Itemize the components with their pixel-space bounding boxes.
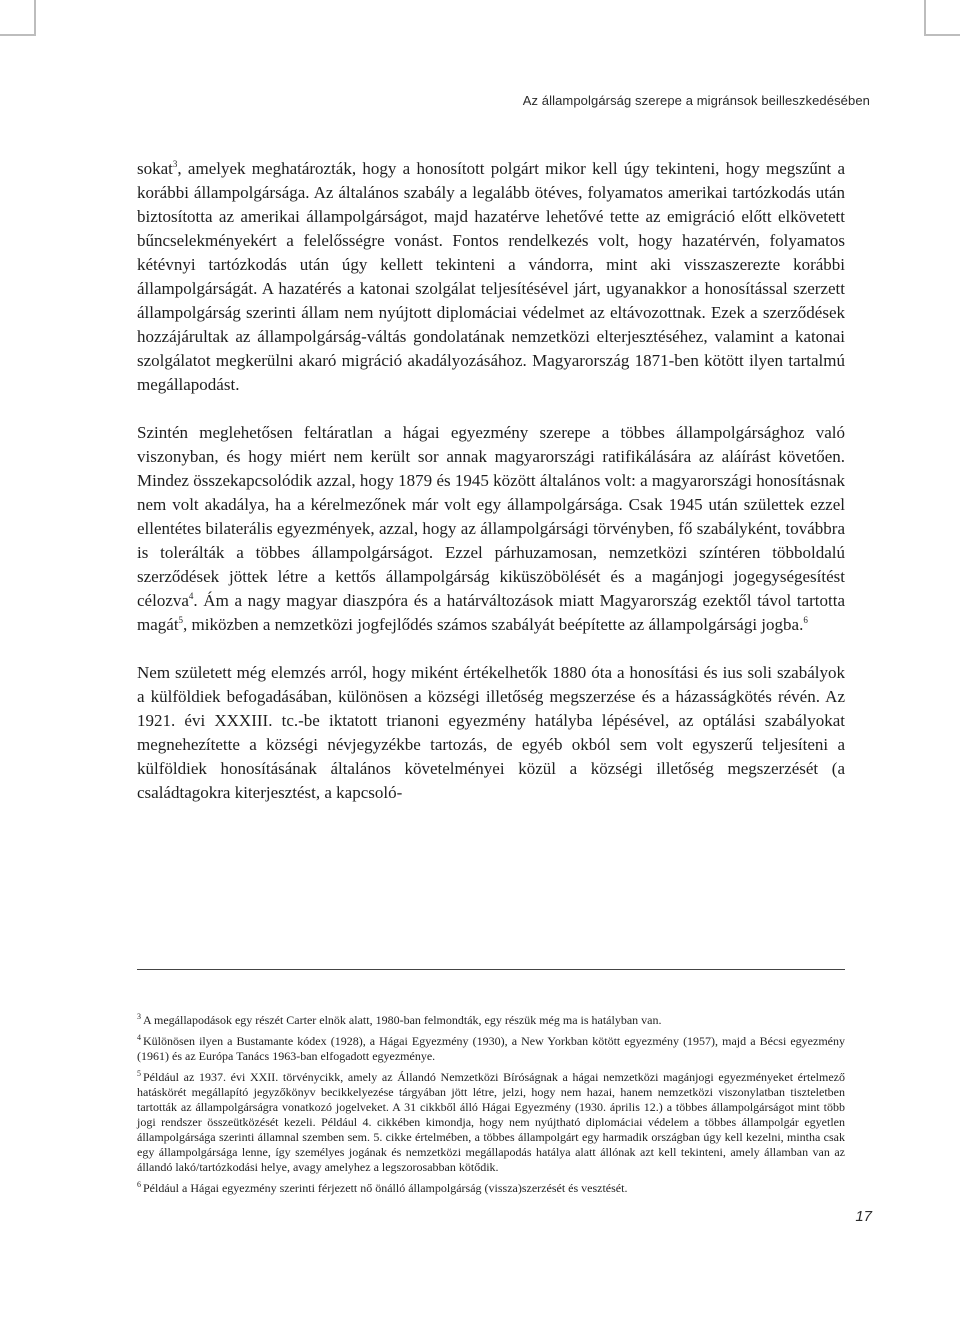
body-text xyxy=(137,157,845,829)
running-head: Az állampolgárság szerepe a migránsok beilleszkedésében xyxy=(522,93,870,108)
footnote-ref-6[interactable]: 6 xyxy=(803,615,808,625)
footnote-5 xyxy=(137,1070,845,1175)
crop-mark-top-left xyxy=(34,0,36,36)
page-number: 17 xyxy=(855,1208,872,1225)
footnote-text: Különösen ilyen a Bustamante kódex (1928), a Hágai Egyezmény (1930), a New Yorkban kötött egyezmény (1957), majd a Bécsi egyezmény (1961) és az Európa Tanács 1963-ban elfogadott egyezménye. xyxy=(137,1034,845,1063)
footnotes xyxy=(137,1013,845,1202)
crop-mark-top-right-h xyxy=(924,34,960,36)
paragraph-2-text-a: Szintén meglehetősen feltáratlan a hágai egyezmény szerepe a többes állampolgársághoz való viszonyban, és hogy miért nem került sor annak magyarországi ratifikálására az aláírást követően. Mindez összekapcsolódik azzal, hogy 1879 és 1945 között általános volt: a magyarországi honosításnak nem volt akadálya, ha a kérelmezőnek már volt egy állampolgársága. Csak 1945 után születtek ezzel ellentétes bilaterális egyezmények, azzal, hogy az állampolgársági törvényben, fő szabályként, továbbra is tolerálták a többes állampolgárságot. Ezzel párhuzamosan, nemzetközi színtéren többoldalú szerződések jöttek létre a kettős állampolgárság kiküszöbölését és a magánjogi jogegységesítést célozva xyxy=(137,423,845,610)
footnote-number: 4 xyxy=(137,1033,141,1042)
footnote-text: Például az 1937. évi XXII. törvénycikk, amely az Állandó Nemzetközi Bíróságnak a hágai nemzetközi magánjogi egyezményeket értelmező hatáskörét megállapító jegyzőkönyv becikkelyezése tárgyában jött létre, jelzi, hogy nem hazai, hanem nemzetközi viszonylatban tiszteletben tartották az állampolgárságra vonatkozó jogelveket. A 31 cikkből álló Hágai Egyezmény (1930. április 12.) a többes állampolgárságot mint több jogi rendszer összeütközését kezeli. Például 4. cikkében kimondja, hogy nem nyújtható diplomáciai védelem a többes állampolgár egyetlen állampolgársága szerinti államnal szemben sem. 5. cikke értelmében, a többes állampolgárt egy harmadik országban úgy kell kezelni, mintha csak egy állampolgársága lenne, így személyes jogának és nemzetközi megállapodás hatálya alatt állónak azt kell tekinteni, amely államban van az állandó lakó/tartózkodási helye, avagy amelyhez a legszorosabban kötődik. xyxy=(137,1070,845,1174)
crop-mark-top-left-h xyxy=(0,34,36,36)
footnote-number: 6 xyxy=(137,1180,141,1189)
footnote-4 xyxy=(137,1034,845,1064)
footnote-ref-3[interactable]: 3 xyxy=(172,159,178,169)
paragraph-2 xyxy=(137,421,845,637)
footnote-text: A megállapodások egy részét Carter elnök alatt, 1980-ban felmondták, egy részük még ma is hatályban van. xyxy=(143,1013,662,1027)
paragraph-1-text-a: sokat xyxy=(137,159,173,178)
paragraph-3 xyxy=(137,661,845,805)
footnote-divider xyxy=(137,969,845,970)
crop-mark-top-right xyxy=(924,0,926,36)
paragraph-2-text-b: . Ám a nagy magyar diaszpóra és a határváltozások miatt Magyarország ezektől távol tartotta magát xyxy=(137,591,845,634)
footnote-6 xyxy=(137,1181,845,1196)
paragraph-1-text-b: , amelyek meghatározták, hogy a honosított polgárt mikor kell úgy tekinteni, hogy megszűnt a korábbi állampolgársága. Az általános szabály a legalább ötéves, folyamatos amerikai tartózkodás után biztosította az amerikai állampolgárságot, majd hazatérve lehetővé tette az emigráció előtt elkövetett bűncselekményekért a felelősségre vonást. Fontos rendelkezés volt, hogy hazatérvén, folyamatos kétévnyi tartózkodás után úgy kellett tekinteni a vándorra, mint aki visszaszerezte korábbi állampolgárságát. A hazatérés a katonai szolgálat teljesítésével járt, ugyanakkor a honosítással szerzett állampolgárság szerinti állam nem nyújtott diplomáciai védelmet az eltávozottnak. Ezek a szerződések hozzájárultak az állampolgárság-váltás gondolatának nemzetközi elterjesztéséhez, valamint a katonai szolgálatot megkerülni akaró migráció akadályozásához. Magyarország 1871-ben kötött ilyen tartalmú megállapodást. xyxy=(137,159,845,394)
footnote-text: Például a Hágai egyezmény szerinti férjezett nő önálló állampolgárság (vissza)szerzését és vesztését. xyxy=(143,1181,628,1195)
footnote-number: 3 xyxy=(137,1012,141,1021)
footnote-ref-5[interactable]: 5 xyxy=(178,615,184,625)
paragraph-2-text-c: , miközben a nemzetközi jogfejlődés számos szabályát beépítette az állampolgársági jogba. xyxy=(183,615,804,634)
paragraph-1 xyxy=(137,157,845,397)
footnote-3 xyxy=(137,1013,845,1028)
footnote-ref-4[interactable]: 4 xyxy=(188,591,194,601)
paragraph-3-text: Nem született még elemzés arról, hogy miként értékelhetők 1880 óta a honosítási és ius soli szabályok a külföldiek befogadásában, különösen a községi illetőség megszerzése és a házasságkötés révén. Az 1921. évi XXXIII. tc.-be iktatott trianoni egyezmény hatályba lépésével, az optálási szabályokat megnehezítette a községi névjegyzékbe tartozás, de egyéb okból sem volt egyszerű teljesíteni a külföldiek honosításának általános követelményei közül a községi illetőség megszerzését (a családtagokra kiterjesztést, a kapcsoló- xyxy=(137,663,845,802)
footnote-number: 5 xyxy=(137,1069,141,1078)
